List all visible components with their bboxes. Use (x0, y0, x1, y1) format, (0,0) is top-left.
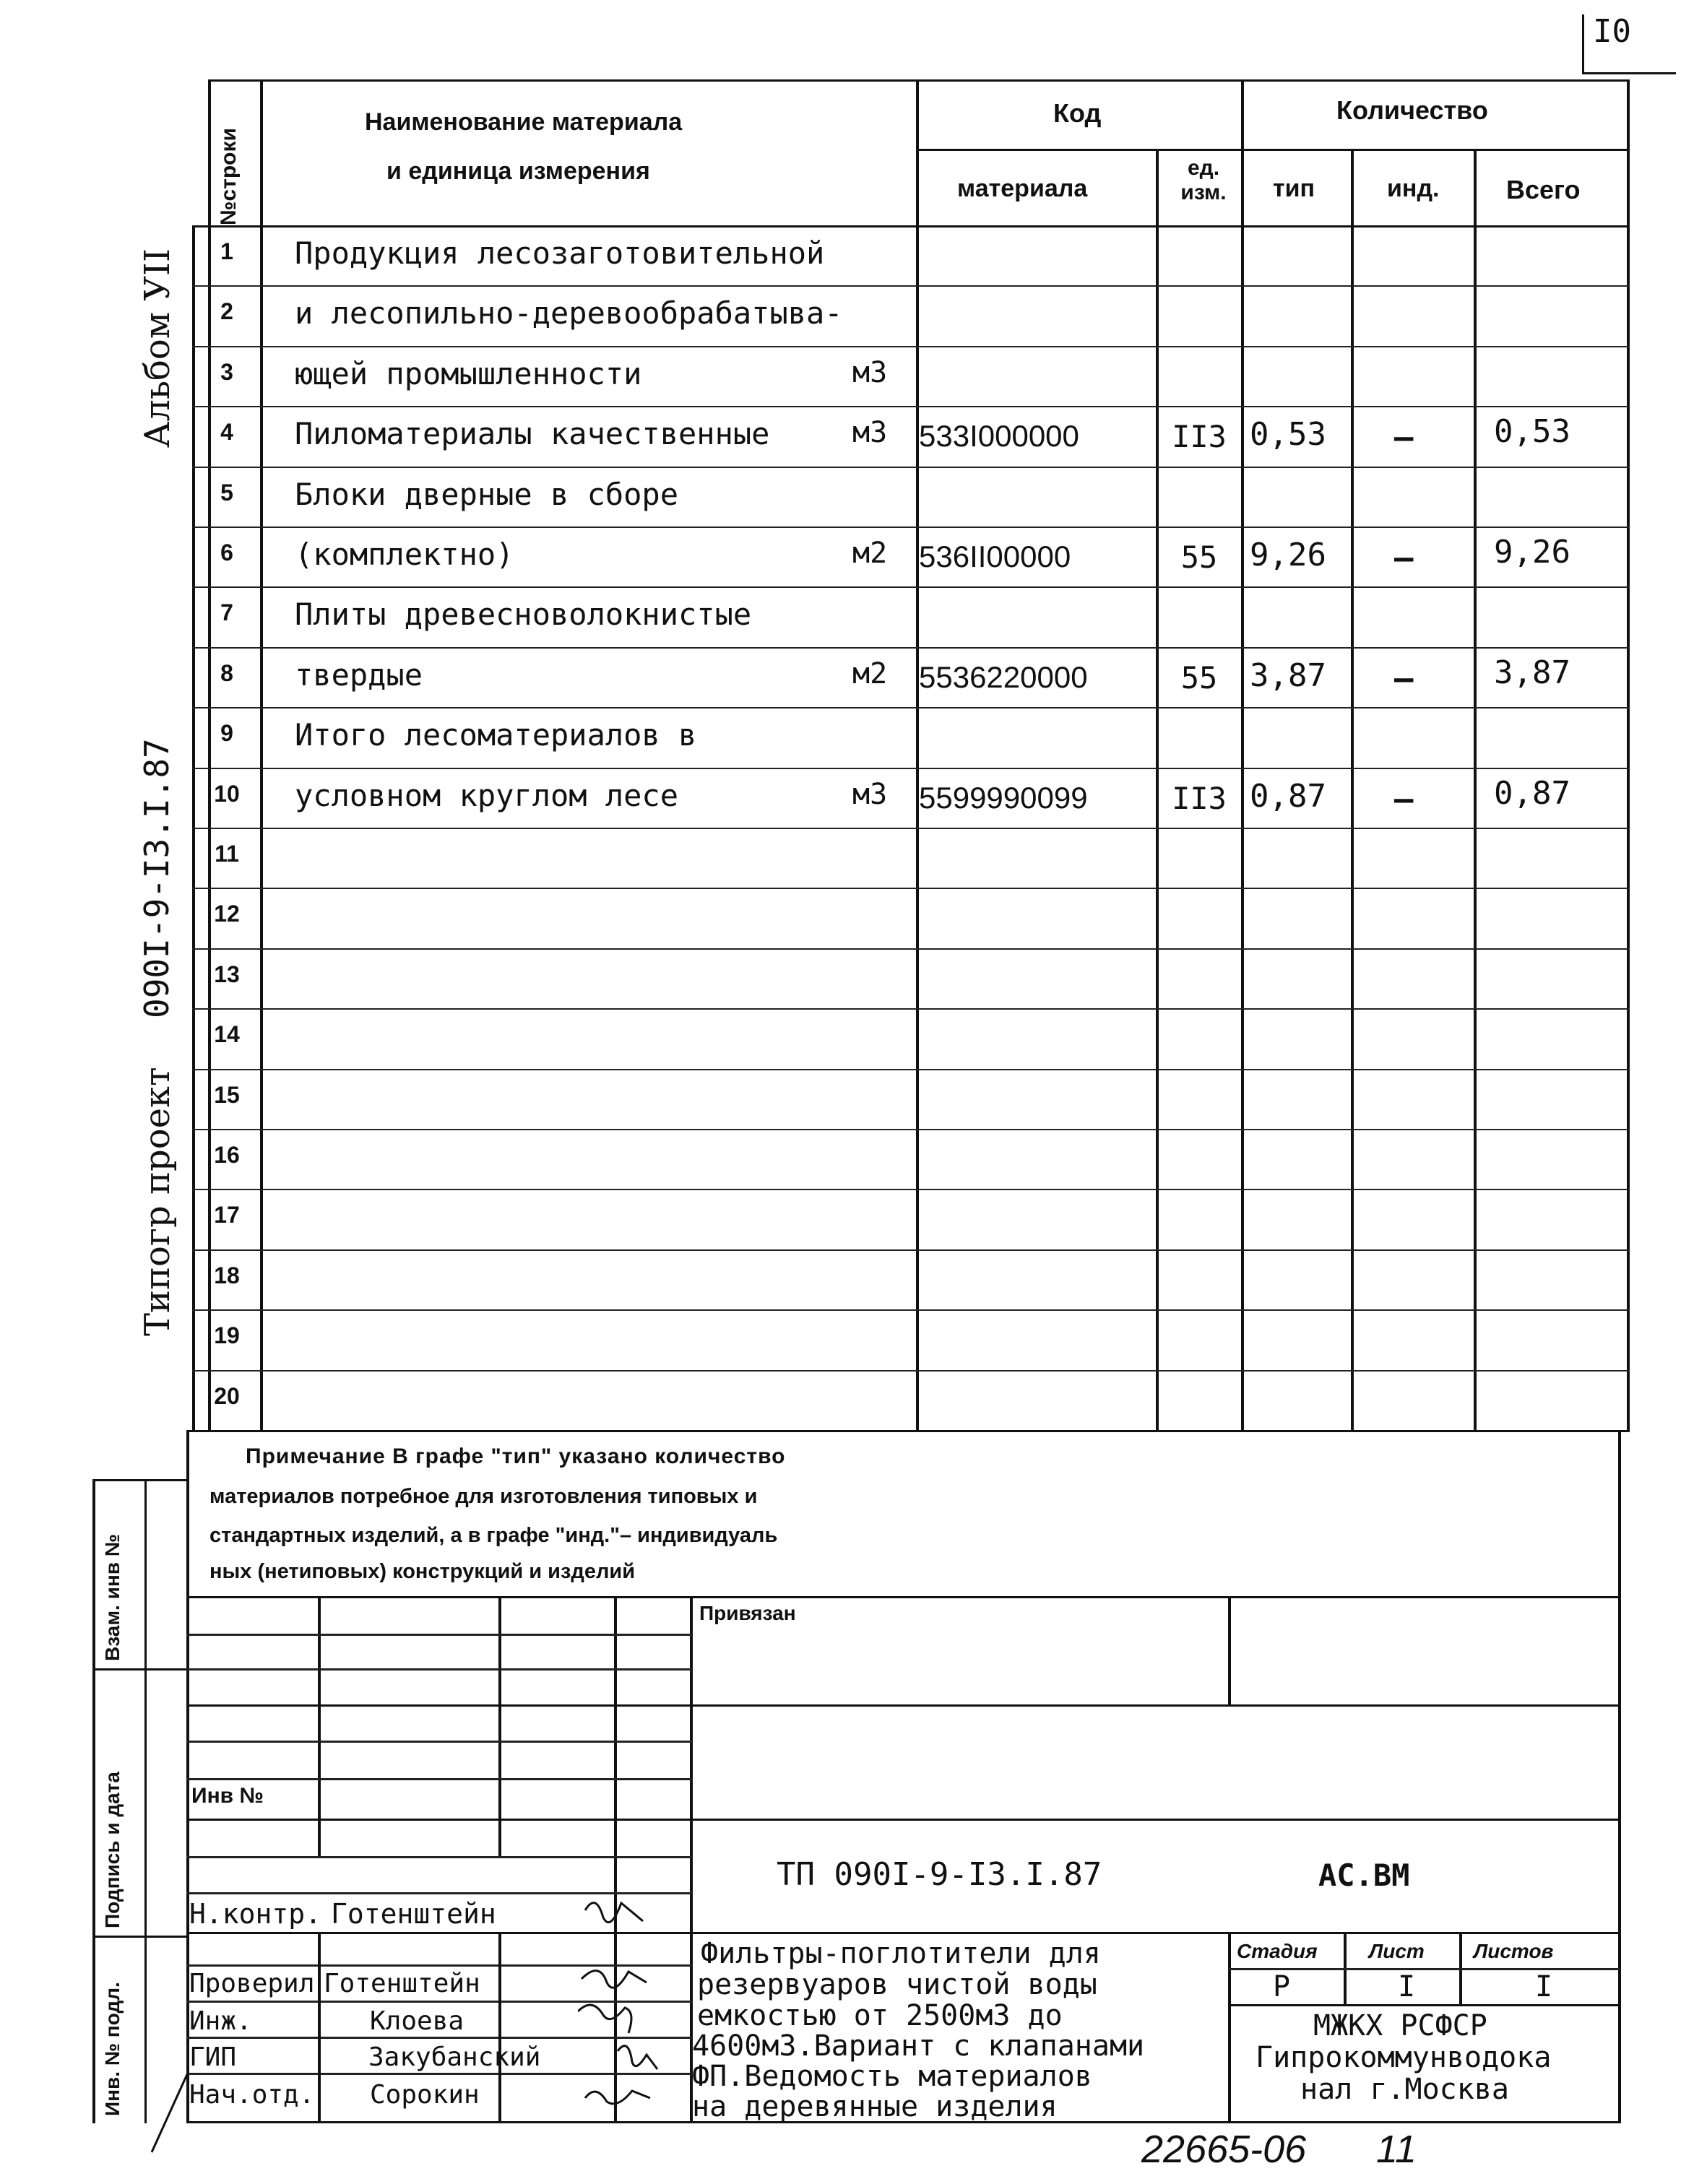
qty-total: 0,87 (1494, 775, 1570, 812)
title-line1: Фильтры-поглотители для (701, 1937, 1101, 1970)
row-number: 12 (214, 901, 240, 927)
note-line2: материалов потребное для изготовления типовых и (209, 1485, 758, 1508)
row-number: 5 (220, 480, 233, 506)
row-number: 4 (220, 419, 233, 445)
project-code: 090I-9-I3.I.87 (137, 738, 176, 1018)
row-number: 1 (220, 238, 233, 264)
row-divider (192, 467, 1630, 468)
unit-code: 55 (1180, 540, 1218, 575)
unit-code: II3 (1172, 781, 1227, 816)
unit-code: 55 (1180, 660, 1218, 696)
header-code-unit: ед. изм. (1180, 156, 1227, 204)
nach-name: Сорокин (370, 2080, 480, 2110)
nach-role: Нач.отд. (189, 2080, 315, 2110)
row-divider (192, 1189, 1630, 1190)
unit-code: II3 (1172, 419, 1227, 454)
privyazan-label: Привязан (699, 1602, 796, 1624)
stamp-sign-date: Подпись и дата (101, 1772, 124, 1928)
material-unit: м2 (852, 537, 888, 570)
material-code: 5599990099 (919, 781, 1088, 815)
header-quantity: Количество (1336, 95, 1488, 125)
material-code: 5536220000 (919, 660, 1088, 694)
header-qty-ind: инд. (1387, 175, 1440, 202)
material-name: и лесопильно-деревообрабатыва- (295, 295, 843, 331)
qty-ind: – (1394, 660, 1414, 697)
org-line3: нал г.Москва (1300, 2073, 1509, 2106)
row-divider (192, 526, 1630, 528)
n-kontr-role: Н.контр. (189, 1898, 322, 1930)
note-line4: ных (нетиповых) конструкций и изделий (209, 1560, 636, 1583)
qty-type: 3,87 (1250, 657, 1326, 694)
row-divider (192, 768, 1630, 769)
qty-ind: – (1394, 419, 1414, 456)
material-name: Плиты древесноволокнистые (295, 597, 752, 632)
gip-name: Закубанский (368, 2042, 541, 2072)
row-number: 7 (220, 599, 233, 625)
qty-type: 9,26 (1250, 537, 1326, 573)
row-number: 18 (214, 1262, 240, 1288)
material-name: Итого лесоматериалов в (295, 717, 697, 753)
stage-value: Р (1273, 1970, 1291, 2003)
page-top-rule (1582, 72, 1676, 74)
album-label: Альбом УII (137, 248, 178, 448)
inzh-role: Инж. (189, 2006, 252, 2036)
archive-number: 22665-06 (1141, 2128, 1307, 2171)
row-number: 13 (214, 961, 240, 987)
qty-total: 0,53 (1494, 413, 1570, 450)
header-name-line2: и единица измерения (386, 157, 650, 185)
row-divider (192, 1370, 1630, 1372)
row-number: 9 (220, 720, 233, 746)
row-number: 20 (214, 1383, 240, 1409)
row-divider (192, 707, 1630, 708)
material-name: твердые (295, 657, 423, 693)
qty-ind: – (1394, 540, 1414, 576)
qty-ind: – (1394, 781, 1414, 818)
sheet-label: Лист (1369, 1940, 1425, 1962)
row-divider (192, 1249, 1630, 1251)
page-number: I0 (1593, 13, 1631, 50)
material-name: ющей промышленности (295, 356, 642, 391)
row-divider (192, 1069, 1630, 1070)
row-number: 11 (215, 841, 239, 867)
row-number: 6 (220, 540, 233, 566)
stamp-inv-podl: Инв. № подл. (101, 1982, 124, 2116)
org-line1: МЖКХ РСФСР (1313, 2009, 1487, 2042)
signature-marks (578, 1889, 708, 2120)
doc-mark: АС.ВМ (1318, 1858, 1410, 1893)
row-divider (192, 828, 1630, 829)
title-line6: на деревянные изделия (692, 2090, 1058, 2123)
note-line3: стандартных изделий, а в графе "инд."– индивидуаль (209, 1524, 778, 1547)
header-code-material: материала (957, 175, 1088, 202)
sheet-value: I (1398, 1970, 1416, 2003)
row-number: 2 (220, 298, 233, 324)
header-code: Код (1053, 98, 1102, 128)
header-qty-total: Всего (1506, 175, 1581, 204)
material-unit: м3 (852, 778, 888, 811)
row-divider (192, 285, 1630, 287)
material-name: Продукция лесозаготовительной (295, 235, 825, 271)
archive-sheet: 11 (1376, 2128, 1417, 2171)
qty-type: 0,53 (1250, 416, 1326, 453)
corner-slash (144, 2073, 195, 2159)
row-divider (192, 647, 1630, 649)
proveril-role: Проверил (189, 1969, 315, 1998)
row-divider (192, 1129, 1630, 1130)
row-divider (192, 346, 1630, 347)
material-unit: м2 (852, 657, 888, 690)
row-divider (192, 586, 1630, 588)
material-name: условном круглом лесе (295, 778, 679, 813)
row-divider (192, 948, 1630, 950)
qty-total: 3,87 (1494, 654, 1570, 691)
title-line5: ФП.Ведомость материалов (692, 2060, 1092, 2093)
project-label: Типогр проект (137, 1067, 178, 1336)
row-number: 8 (220, 660, 233, 686)
header-qty-type: тип (1273, 175, 1315, 202)
qty-type: 0,87 (1250, 778, 1326, 815)
title-line3: емкостью от 2500м3 до (697, 1999, 1063, 2032)
proveril-name: Готенштейн (324, 1969, 480, 1998)
org-line2: Гипрокоммунводока (1256, 2041, 1552, 2074)
material-name: (комплектно) (295, 537, 514, 572)
row-divider (192, 1008, 1630, 1010)
note-line1: Примечание В графе "тип" указано количество (246, 1444, 786, 1468)
row-number: 17 (214, 1202, 240, 1228)
doc-code: ТП 090I-9-I3.I.87 (777, 1856, 1102, 1893)
header-row-number: №строки (217, 128, 241, 225)
row-number: 16 (214, 1142, 240, 1168)
inv-no-label: Инв № (191, 1784, 264, 1808)
n-kontr-name: Готенштейн (331, 1898, 496, 1930)
sheets-value: I (1535, 1970, 1553, 2003)
stage-label: Стадия (1237, 1940, 1318, 1962)
material-unit: м3 (852, 356, 888, 389)
material-code: 536II00000 (919, 540, 1071, 573)
row-number: 19 (214, 1322, 240, 1348)
qty-total: 9,26 (1494, 534, 1570, 571)
title-line4: 4600м3.Вариант с клапанами (692, 2029, 1145, 2063)
page-number-divider (1582, 14, 1584, 72)
sheets-label: Листов (1474, 1940, 1554, 1962)
title-line2: резервуаров чистой воды (697, 1968, 1097, 2001)
row-divider (192, 1309, 1630, 1311)
row-number: 3 (220, 359, 233, 385)
material-name: Пиломатериалы качественные (295, 416, 770, 451)
inzh-name: Клоева (370, 2006, 464, 2036)
material-unit: м3 (852, 416, 888, 449)
row-divider (192, 888, 1630, 889)
row-number: 10 (214, 781, 240, 807)
gip-role: ГИП (189, 2042, 237, 2072)
row-number: 14 (214, 1021, 240, 1047)
row-number: 15 (214, 1082, 240, 1108)
stamp-inv-vzam: Взам. инв № (101, 1534, 124, 1661)
header-name-line1: Наименование материала (365, 108, 683, 136)
material-code: 533I000000 (919, 419, 1079, 453)
material-name: Блоки дверные в сборе (295, 477, 679, 512)
row-divider (192, 406, 1630, 407)
